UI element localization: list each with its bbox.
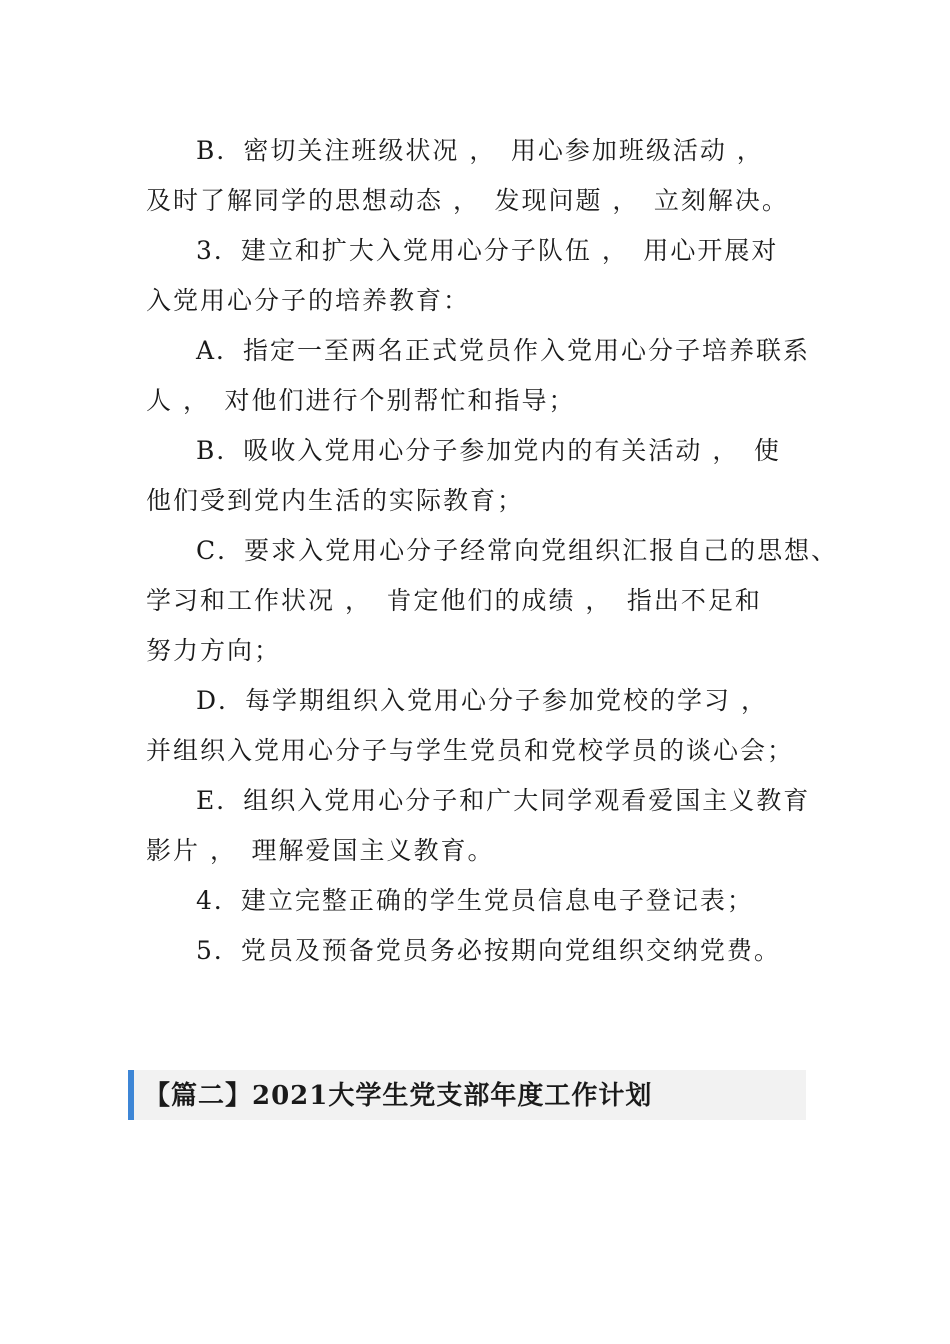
section-header: [128, 1070, 806, 1120]
paragraph-line: 并组织入党用心分子与学生党员和党校学员的谈心会；: [146, 736, 795, 765]
paragraph-line: 及时了解同学的思想动态 ， 发现问题 ， 立刻解决。: [146, 186, 789, 215]
paragraph-line: B．密切关注班级状况 ， 用心参加班级活动 ，: [196, 136, 764, 165]
paragraph-line: 4．建立完整正确的学生党员信息电子登记表；: [196, 886, 754, 915]
paragraph-line: B．吸收入党用心分子参加党内的有关活动 ， 使: [196, 436, 781, 465]
paragraph-line: 影片 ， 理解爱国主义教育。: [146, 836, 495, 865]
paragraph-line: 他们受到党内生活的实际教育；: [146, 486, 525, 515]
paragraph-line: 努力方向；: [146, 636, 282, 665]
section-accent-bar: [128, 1070, 134, 1120]
paragraph-line: E．组织入党用心分子和广大同学观看爱国主义教育: [196, 786, 811, 815]
section-title: 【篇二】2021大学生党支部年度工作计划: [144, 1081, 653, 1111]
paragraph-line: D．每学期组织入党用心分子参加党校的学习 ，: [196, 686, 768, 715]
paragraph-line: 5．党员及预备党员务必按期向党组织交纳党费。: [196, 936, 781, 965]
paragraph-line: C．要求入党用心分子经常向党组织汇报自己的思想、: [196, 536, 839, 565]
paragraph-line: A．指定一至两名正式党员作入党用心分子培养联系: [196, 336, 811, 365]
paragraph-line: 人 ， 对他们进行个别帮忙和指导；: [146, 386, 576, 415]
paragraph-line: 入党用心分子的培养教育：: [146, 286, 471, 315]
paragraph-line: 学习和工作状况 ， 肯定他们的成绩 ， 指出不足和: [146, 586, 762, 615]
paragraph-line: 3．建立和扩大入党用心分子队伍 ， 用心开展对: [196, 236, 779, 265]
